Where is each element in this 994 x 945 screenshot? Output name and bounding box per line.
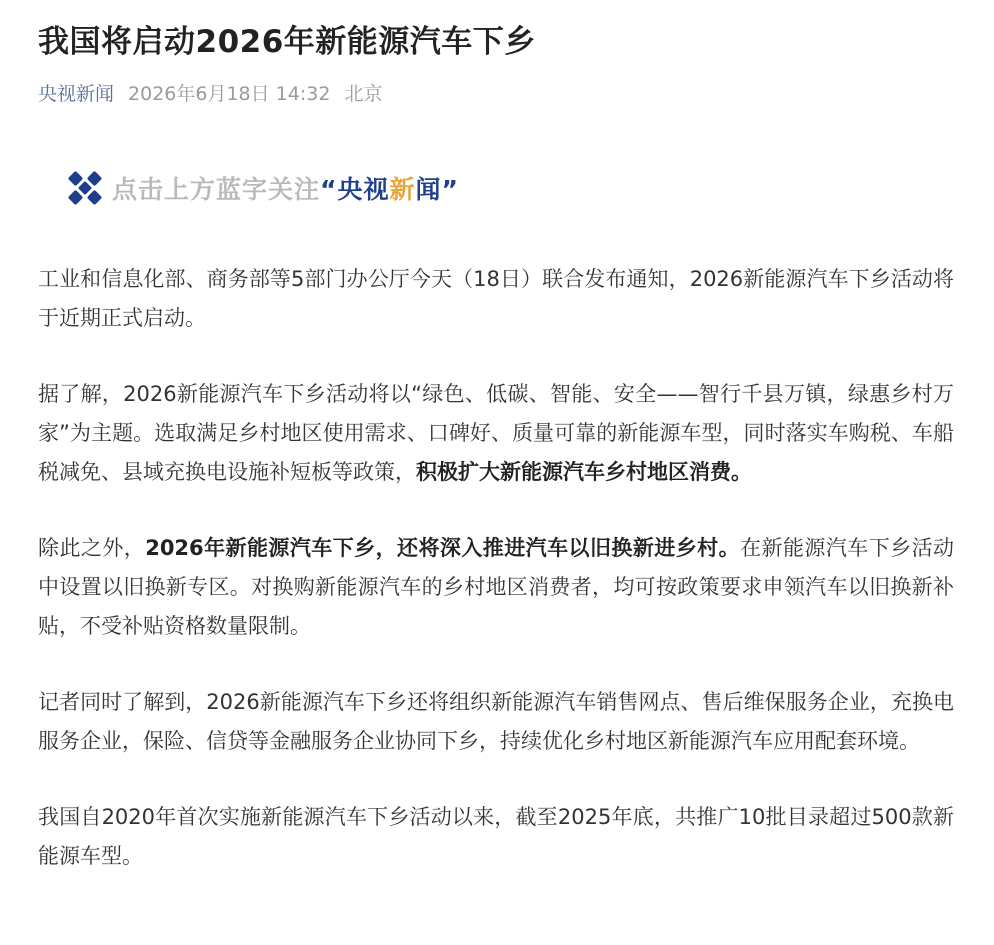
brand-part1: 央视 [337, 175, 390, 204]
source-link[interactable]: 央视新闻 [38, 83, 115, 105]
publish-location: 北京 [344, 83, 383, 105]
article-title: 我国将启动2026年新能源汽车下乡 [38, 24, 536, 60]
brand-part2: 闻 [415, 175, 442, 204]
article [38, 0, 958, 868]
paragraph-3 [38, 529, 954, 646]
paragraph-3-bold: 2026年新能源汽车下乡，还将深入推进汽车以旧换新进乡村。 [145, 536, 741, 560]
publish-date: 2026年6月18日 14:32 [128, 83, 331, 105]
follow-banner[interactable] [68, 168, 459, 208]
article-body [38, 260, 954, 913]
paragraph-2-text: 据了解，2026新能源汽车下乡活动将以“绿色、低碳、智能、安全——智行千县万镇，绿惠乡村万家”为主题。选取满足乡村地区使用需求、口碑好、质量可靠的新能源车型，同时落实车购税、车船税减免、县域充换电设施补短板等政策， [38, 382, 954, 484]
paragraph-1: 工业和信息化部、商务部等5部门办公厅今天（18日）联合发布通知，2026新能源汽车下乡活动将于近期正式启动。 [38, 267, 954, 330]
paragraph-4: 记者同时了解到，2026新能源汽车下乡还将组织新能源汽车销售网点、售后维保服务企业，充换电服务企业，保险、信贷等金融服务企业协同下乡，持续优化乡村地区新能源汽车应用配套环境。 [38, 690, 954, 753]
paragraph-2-bold: 积极扩大新能源汽车乡村地区消费。 [416, 460, 752, 484]
paragraph-3-text: 在新能源汽车下乡活动中设置以旧换新专区。对换购新能源汽车的乡村地区消费者，均可按政策要求申领汽车以旧换新补贴，不受补贴资格数量限制。 [38, 536, 955, 638]
paragraph-2 [38, 375, 954, 492]
paragraph-3-start: 除此之外， [38, 536, 146, 560]
follow-hint: 点击上方蓝字关注 [112, 175, 321, 204]
article-meta [38, 80, 958, 108]
brand-close-quote: ” [441, 175, 459, 204]
brand-name [320, 170, 459, 206]
brand-open-quote: “ [320, 175, 338, 204]
cctv-news-logo-icon [68, 171, 102, 205]
brand-highlight: 新 [389, 175, 416, 204]
paragraph-5: 我国自2020年首次实施新能源汽车下乡活动以来，截至2025年底，共推广10批目录超过500款新能源车型。 [38, 805, 954, 868]
